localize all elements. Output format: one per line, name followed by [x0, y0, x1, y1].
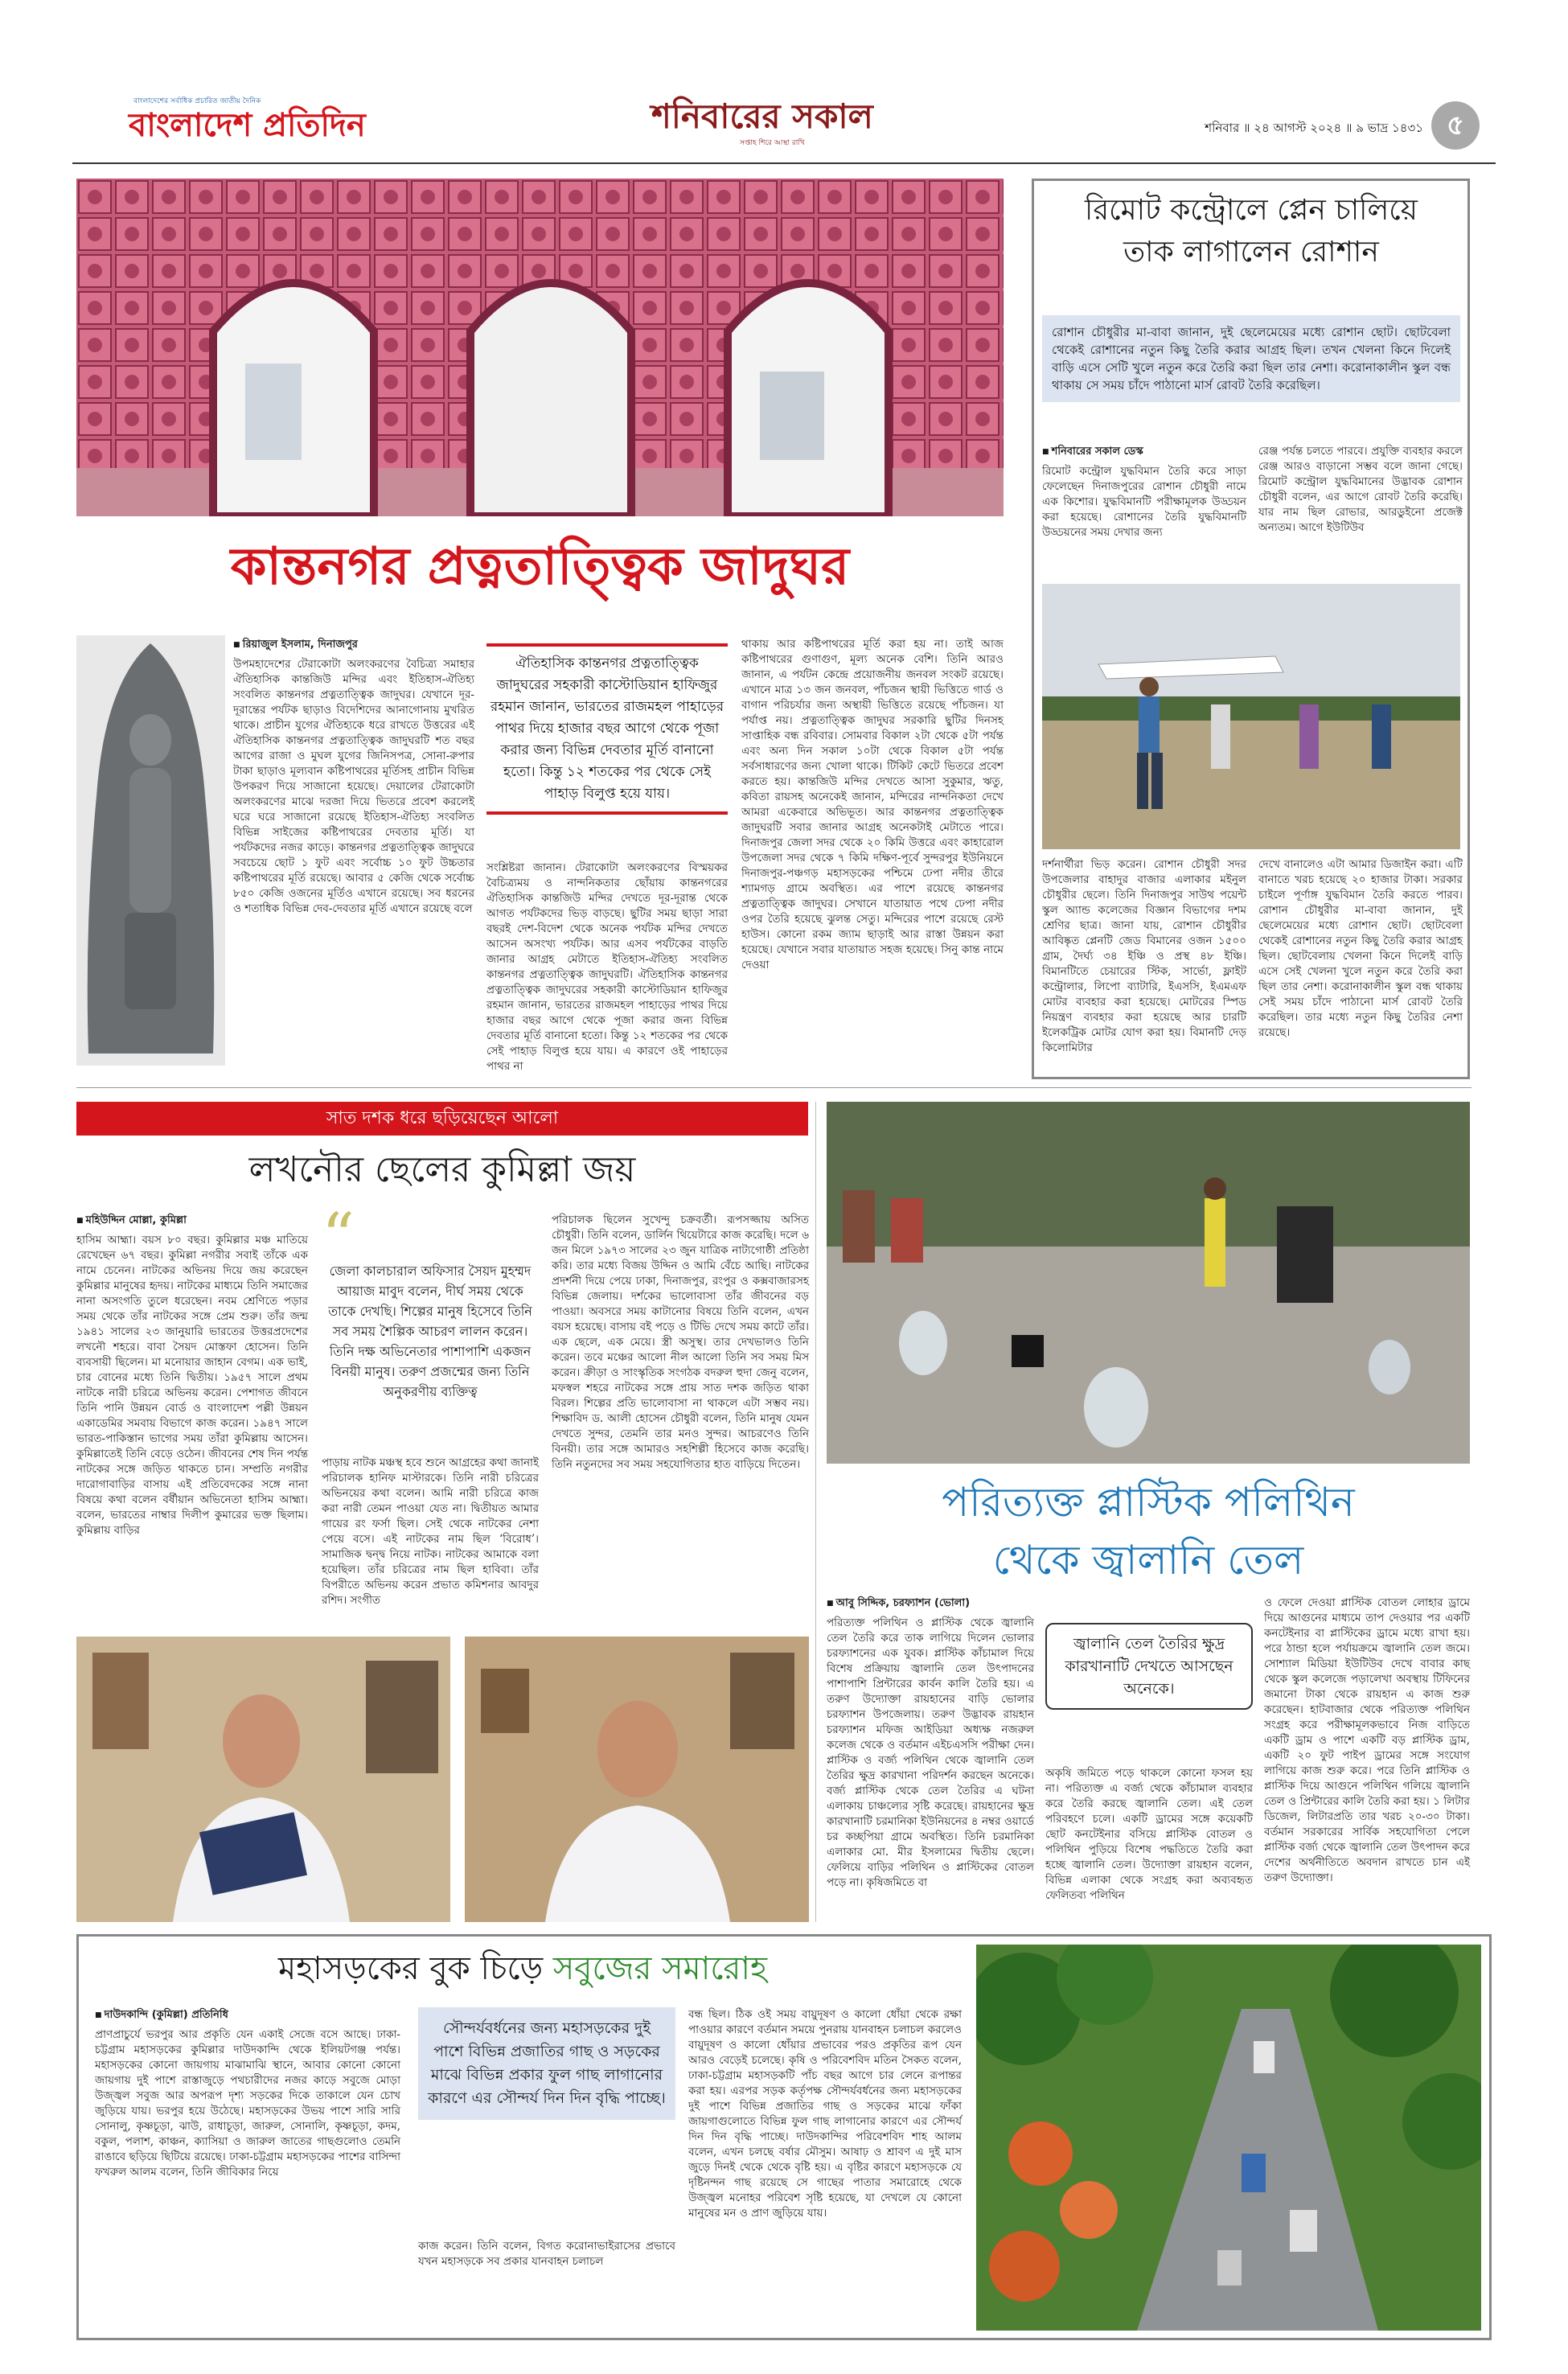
actor-reading-image — [76, 1637, 450, 1922]
plastic-col3 — [1264, 1596, 1470, 1886]
terracotta-wall-image — [76, 179, 1004, 516]
museum-col3 — [486, 860, 728, 1074]
highway-headline — [88, 1945, 957, 1993]
comilla-photo-1 — [76, 1637, 450, 1922]
page-number: ৫ — [1431, 101, 1480, 150]
masthead — [0, 0, 1568, 161]
quote-mark-icon: “ — [322, 1199, 355, 1274]
comilla-body-col3: পরিচালক ছিলেন সুখেন্দু চক্রবর্তী। রূপসজ্জায় অসিত চৌধুরী। তিনি বলেন, ডার্লিন থিয়েটারে কাজ করেছি। দলে ৬ জন মিলে ১৯৭৩ সালের ২৩ জুন যাত্রিক নাট্যগোষ্ঠী প্রতিষ্ঠা করি। তার মধ্যে বিজয় উদ্দিন ও আমি বেঁচে আছি। নাটকের প্রদর্শনী দিয়ে পেয়ে ঢাকা, দিনাজপুর, রংপুর ও কক্সবাজারসহ বিভিন্ন জেলায়। দর্শকের ভালোবাসা তাঁর জীবনের বড় পাওয়া। অবসরে সময় কাটানোর বিষয়ে তিনি বলেন, এখন বয়স হয়েছে। বাসায় বই পড়ে ও টিভি দেখে সময় কাটে তাঁর। এক ছেলে, এক মেয়ে। স্ত্রী অসুস্থ। তার দেখভালও তিনি করেন। তবে মঞ্চের আলো নীল আলো তিনি সব সময় মিস করেন। ক্রীড়া ও সাংস্কৃতিক সংগঠক বদরুল হুদা জেনু বলেন, মফস্বল শহরে নাটকের সঙ্গে প্রায় সাত দশক জড়িত থাকা বিরল। শিল্পের প্রতি ভালোবাসা না থাকলে এটা সম্ভব নয়। শিক্ষাবিদ ড. আলী হোসেন চৌধুরী বলেন, তিনি মানুষ যেমন দেখতে সুন্দর, তেমনি তার মনও সুন্দর। আচরণেও তিনি বিনয়ী। তার সঙ্গে আমারও সহশিল্পী হিসেবে কাজ করেছি। তিনি নতুনদের সব সময় সহযোগিতার হাত বাড়িয়ে দিতেন। — [552, 1214, 809, 1471]
plastic-body-col1: পরিত্যক্ত পলিথিন ও প্লাস্টিক থেকে জ্বালানি তেল তৈরি করে তাক লাগিয়ে দিলেন ভোলার চরফ্যাশনের এক যুবক। প্লাস্টিক কাঁচামাল দিয়ে বিশেষ প্রক্রিয়ায় জ্বালানি তেল উৎপাদনের পাশাপাশি প্রিন্টারের কার্বন কালি তৈরি হয়। এ তরুণ উদ্যোক্তা রায়হানের বাড়ি ভোলার চরফ্যাশন উপজেলায়। তরুণ উদ্ভাবক রায়হান চরফ্যাশন মফিজ আইডিয়া অধ্যক্ষ নজরুল কলেজ থেকে ও বর্তমান এইচএসসি পরীক্ষা দেন। প্লাস্টিক ও বর্জ্য পলিথিন থেকে জ্বালানি তেল তৈরির ক্ষুদ্র কারখানা পরিদর্শন করছেন অনেকে। বর্জ্য প্লাস্টিক থেকে তেল তৈরির এ ঘটনা এলাকায় চাঞ্চল্যের সৃষ্টি করেছে। রায়হানের ক্ষুদ্র কারখানাটি চরমানিকা ইউনিয়নের ৪ নম্বর ওয়ার্ডে চর কচ্ছপিয়া গ্রামে অবস্থিত। তিনি চরমানিকা এলাকার মো. মীর ইসলামের দ্বিতীয় ছেলে। ফেলিয়ে বাড়ির পলিথিন ও প্লাস্টিকের বোতল পড়ে না। কৃষিজমিতে বা — [827, 1616, 1034, 1889]
highway-body-col3: বন্ধ ছিল। ঠিক ওই সময় বায়ুদূষণ ও কালো ধোঁয়া থেকে রক্ষা পাওয়ার কারণে বর্তমান সময়ে পুনরায় যানবাহন চলাচল করলেও বায়ুদূষণ ও কালো ধোঁয়ার প্রভাবের পরও প্রকৃতির রূপ যেন আরও বেড়েই চলেছে। কৃষি ও পরিবেশবিদ মতিন সৈকত বলেন, ঢাকা-চট্টগ্রাম মহাসড়কটি পাঁচ বছর আগে চার লেনে রূপান্তর করা হয়। এরপর সড়ক কর্তৃপক্ষ সৌন্দর্যবর্ধনের জন্য মহাসড়কের দুই পাশে বিভিন্ন প্রজাতির গাছ ও সড়কের মাঝে ফাঁকা জায়গাগুলোতে বিভিন্ন ফুল গাছ লাগানোর কারণে এর সৌন্দর্য দিন দিন বৃদ্ধি পাচ্ছে। দাউদকান্দির পরিবেশবিদ শাহ আলম বলেন, এখন চলছে বর্ষার মৌসুম। আষাঢ় ও শ্রাবণ এ দুই মাস জুড়ে দিনই থেকে থেকে বৃষ্টি হয়। এ বৃষ্টির কারণে মহাসড়কে যে দৃষ্টিনন্দন গাছ রয়েছে সে গাছের পাতার সমারোহে থেকে উজ্জ্বল মনোহর পরিবেশ সৃষ্টি হয়েছে, যা দেখলে যে কোনো মানুষের মন ও প্রাণ জুড়িয়ে যায়। — [688, 2008, 962, 2220]
plastic-col1 — [827, 1596, 1034, 1891]
highway-byline: ■ দাউদকান্দি (কুমিল্লা) প্রতিনিধি — [95, 2007, 400, 2024]
museum-body-col1: উপমহাদেশের টেরাকোটা অলংকরণের বৈচিত্র্য সমাহার ঐতিহাসিক কান্তজিউ মন্দির এবং ইতিহাস-ঐতিহ্য সংবলিত কান্তনগর প্রত্নতাত্ত্বিক জাদুঘর। যেখানে দূর-দূরান্তের পর্যটক ছাড়াও বিদেশিদের আনাগোনায় মুখরিত থাকে। প্রাচীন যুগের ঐতিহ্যকে ধরে রাখতে উত্তরের এই ঐতিহাসিক কান্তনগর প্রত্নতাত্ত্বিক জাদুঘরটি শত বছর আগের রাজা ও মুঘল যুগের জিনিসপত্র, সোনা-রুপার টাকা ছাড়াও মূল্যবান কষ্টিপাথরের মূর্তিসহ প্রাচীন বিভিন্ন উপকরণ দিয়ে সাজানো হয়েছে। দেয়ালের টেরাকোটা অলংকরণের মাঝে দরজা দিয়ে ভিতরে প্রবেশ করলেই ঘরে ঘরে সাজানো রয়েছে ইতিহাস-ঐতিহ্য সংবলিত বিভিন্ন সাইজের কষ্টিপাথরের দেবতার মূর্তি। যা পর্যটকদের নজর কাড়ে। কান্তনগর প্রত্নতাত্ত্বিক জাদুঘরে সবচেয়ে ছোট ১ ফুট এবং সর্বোচ্চ ১০ ফুট উচ্চতার কষ্টিপাথরের মূর্তি রয়েছে। আবার ৫ কেজি থেকে সর্বোচ্চ ৮৫০ কেজি ওজনের মূর্তিও এখানে রয়েছে। সব ধরনের ও শতাধিক বিভিন্ন দেব-দেবতার মূর্তি এখানে রয়েছে বলে — [233, 658, 474, 915]
plastic-photo — [827, 1102, 1470, 1464]
rc-plane-image — [1042, 584, 1460, 849]
highway-col2 — [418, 2239, 675, 2269]
museum-byline: ■ রিয়াজুল ইসলাম, দিনাজপুর — [233, 637, 474, 654]
masthead-rule — [72, 162, 1496, 164]
comilla-byline: ■ মহিউদ্দিন মোল্লা, কুমিল্লা — [76, 1213, 308, 1230]
plastic-headline-line2: থেকে জ্বালানি তেল — [992, 1537, 1304, 1583]
plastic-pullquote-box — [1045, 1623, 1253, 1710]
stone-statue-image — [76, 635, 225, 1066]
supplement-tagline: সপ্তাহ শিরে আস্থা রাখি — [740, 139, 805, 147]
plane-intro-box — [1042, 315, 1460, 402]
museum-pullquote: ঐতিহাসিক কান্তনগর প্রত্নতাত্ত্বিক জাদুঘরের সহকারী কাস্টোডিয়ান হাফিজুর রহমান জানান, ভারতের রাজমহল পাহাড়ের পাথর দিয়ে হাজার বছর আগে থেকে পূজা করার জন্য বিভিন্ন দেবতার মূর্তি বানানো হতো। কিন্তু ১২ শতকের পর থেকে সেই পাহাড় বিলুপ্ত হয়ে যায়। — [490, 655, 724, 802]
comilla-col3 — [552, 1213, 809, 1472]
highway-photo — [976, 1945, 1481, 2331]
section-rule-1 — [76, 1087, 1472, 1088]
museum-body-col3: সংশ্লিষ্টরা জানান। টেরাকোটা অলংকরণের বিস্ময়কর বৈচিত্র্যময় ও নান্দনিকতার ছোঁয়ায় কান্তনগরের ঐতিহাসিক কান্তজিউ মন্দির দেখতে দূর-দূরান্ত থেকে আগত পর্যটকদের ভিড় বাড়ছে। ছুটির সময় ছাড়া সারা বছরই দেশ-বিদেশ থেকে অনেক পর্যটক মন্দির দেখতে আসেন অসংখ্য পর্যটক। আর এসব পর্যটকের বাড়তি জানার আগ্রহ মেটাতে ইতিহাস-ঐতিহ্য সংবলিত কান্তনগর প্রত্নতাত্ত্বিক জাদুঘরটি। ঐতিহাসিক কান্তনগর প্রত্নতাত্ত্বিক জাদুঘরের সহকারী কাস্টোডিয়ান হাফিজুর রহমান জানান, ভারতের রাজমহল পাহাড়ের পাথর দিয়ে হাজার বছর আগে থেকে পূজা করার জন্য বিভিন্ন দেবতার মূর্তি বানানো হতো। কিন্তু ১২ শতকের পর থেকে সেই পাহাড় বিলুপ্ত হয়ে যায়। এ কারণে ওই পাহাড়ের পাথর না — [486, 861, 728, 1073]
plane-col2 — [1258, 444, 1463, 536]
plane-body-col2: রেঞ্জ পর্যন্ত চলতে পারবে। প্রযুক্তি ব্যবহার করলে রেঞ্জ আরও বাড়ানো সম্ভব বলে জানা গেছে। রিমোট কন্ট্রোল যুদ্ধবিমানের উদ্ভাবক রোশান চৌধুরী বলেন, এর আগে রোবট তৈরি করেছি। যার নাম ছিল রোভার, আরডুইনো প্রজেক্ট অন্যতম। আগে ইউটিউব — [1258, 445, 1463, 534]
plastic-headline — [827, 1473, 1470, 1589]
comilla-headline: লখনৌর ছেলের কুমিল্লা জয় — [248, 1149, 636, 1190]
plastic-byline: ■ আবু সিদ্দিক, চরফ্যাশন (ভোলা) — [827, 1596, 1034, 1612]
museum-col4 — [741, 637, 1004, 973]
partner-tagline: বাংলাদেশের সর্বাধিক প্রচারিত জাতীয় দৈনিক — [133, 97, 261, 105]
comilla-kicker: সাত দশক ধরে ছড়িয়েছেন আলো — [76, 1102, 808, 1136]
highway-pullquote: সৌন্দর্যবর্ধনের জন্য মহাসড়কের দুই পাশে বিভিন্ন প্রজাতির গাছ ও সড়কের মাঝে বিভিন্ন প্রকার ফুল গাছ লাগানোর কারণে এর সৌন্দর্য দিন দিন বৃদ্ধি পাচ্ছে। — [428, 2019, 666, 2107]
page-date: শনিবার ॥ ২৪ আগস্ট ২০২৪ ॥ ৯ ভাদ্র ১৪৩১ — [1205, 121, 1423, 135]
plastic-col2 — [1045, 1766, 1253, 1904]
museum-body-col4: থাকায় আর কষ্টিপাথরের মূর্তি করা হয় না। তাই আজ কষ্টিপাথরের গুণাগুণ, মূল্য অনেক বেশি। তিনি আরও জানান, এ পর্যটন কেন্দ্রে প্রয়োজনীয় জনবল সংকট রয়েছে। এখানে মাত্র ১৩ জন জনবল, পাঁচজন স্থায়ী ভিত্তিতে গার্ড ও বাগান পরিচর্যার জন্য অস্থায়ী ভিত্তিতে রয়েছে পাঁচজন। যা পর্যাপ্ত নয়। প্রত্নতাত্ত্বিক জাদুঘর সরকারি ছুটির দিনসহ সাপ্তাহিক বন্ধ রবিবার। সোমবার বিকাল ২টা থেকে ৫টা পর্যন্ত এবং অন্য দিন সকাল ১০টা থেকে বিকাল ৫টা পর্যন্ত সর্বসাধারণের জন্য খোলা থাকে। টিকিট কেটে ভিতরে প্রবেশ করতে হয়। কান্তজিউ মন্দির দেখতে আসা সুকুমার, ঋতু, কবিতা রায়সহ অনেকেই জানান, মন্দিরের নান্দনিকতা দেখে আমরা একেবারে অভিভূত। আর কান্তনগর প্রত্নতাত্ত্বিক জাদুঘরটি সবার জানার আগ্রহ অনেকটাই মেটাতে পারে। দিনাজপুর জেলা সদর থেকে ২০ কিমি উত্তরে এবং কাহারোল উপজেলা সদর থেকে ৭ কিমি দক্ষিণ-পূর্বে সুন্দরপুর ইউনিয়নে দিনাজপুর-পঞ্চগড় মহাসড়কের পশ্চিমে ঢেপা নদীর তীরে শ্যামগড় গ্রামে অবস্থিত। এর পাশে রয়েছে কান্তনগর প্রত্নতাত্ত্বিক জাদুঘর। সেখানে যাতায়াত পথে ঢেপা নদীর ওপর তৈরি হয়েছে ঝুলন্ত সেতু। মন্দিরের পাশে রয়েছে রেস্ট হাউস। কোনো রকম জ্যাম ছাড়াই আর রাস্তা উন্নয়ন করা হয়েছে। যেখানে সবার যাতায়াত সহজ হয়েছে। সিনু কান্ত নামে দেওয়া — [741, 638, 1004, 971]
comilla-col2 — [322, 1456, 539, 1608]
partner-name: বাংলাদেশ প্রতিদিন — [129, 106, 366, 144]
supplement-logo — [651, 97, 941, 158]
plane-col1 — [1042, 444, 1246, 540]
plastic-headline-line1: পরিত্যক্ত প্লাস্টিক পলিথিন — [942, 1479, 1355, 1526]
plane-photo — [1042, 584, 1460, 849]
highway-col3 — [688, 2007, 962, 2221]
plane-body-lower-col1: দর্শনার্থীরা ভিড় করেন। রোশান চৌধুরী সদর উপজেলার বাহাদুর বাজার এলাকার মইনুল চৌধুরীর ছেলে। তিনি দিনাজপুর সাউথ পয়েন্ট স্কুল অ্যান্ড কলেজের বিজ্ঞান বিভাগের দশম শ্রেণির ছাত্র। জানা যায়, রোশান চৌধুরীর আবিষ্কৃত প্লেনটি জেড বিমানের ওজন ১৫০০ গ্রাম, দৈর্ঘ্য ৩৪ ইঞ্চি ও প্রস্থ ৪৮ ইঞ্চি। বিমানটিতে চেয়ারের স্টিক, সার্ভো, ফ্লাইট কন্ট্রোলার, লিপো ব্যাটারি, ইএসসি, ইএমএফ মোটর ব্যবহার করা হয়েছে। মোটরের স্পিড নিয়ন্ত্রণ ব্যবহার করা হয়েছে আর চারটি ইলেকট্রিক মোটর যোগ করা হয়। বিমানটি দেড় কিলোমিটার — [1042, 858, 1246, 1054]
plane-lower-col2 — [1258, 857, 1463, 1041]
highway-headline-part1: মহাসড়কের বুক চিড়ে — [277, 1950, 544, 1987]
plane-headline-line2: তাক লাগালেন রোশান — [1123, 236, 1379, 269]
plastic-body-col2: অকৃষি জমিতে পড়ে থাকলে কোনো ফসল হয় না। পরিত্যক্ত এ বর্জ্য থেকে কাঁচামাল ব্যবহার করে তৈরি করছে জ্বালানি তেল। এই তেল পরিবহণে চলে। একটি ড্রামের সঙ্গে কয়েকটি ছোট কনটেইনার বসিয়ে প্লাস্টিক বোতল ও পলিথিন পুড়িয়ে বিশেষ পদ্ধতিতে তৈরি করা হচ্ছে জ্বালানি তেল। উদ্যোক্তা রায়হান বলেন, বিভিন্ন এলাকা থেকে সংগ্রহ করা অব্যবহৃত ফেলিতব্য পলিথিন — [1045, 1767, 1253, 1902]
comilla-quote: জেলা কালচারাল অফিসার সৈয়দ মুহম্মদ আয়াজ মাবুদ বলেন, দীর্ঘ সময় থেকে তাকে দেখছি। শিল্পের মানুষ হিসেবে তিনি সব সময় শৈল্পিক আচরণ লালন করেন। তিনি দক্ষ অভিনেতার পাশাপাশি একজন বিনয়ী মানুষ। তরুণ প্রজন্মের জন্য তিনি অনুকরণীয় ব্যক্তিত্ব — [328, 1263, 532, 1399]
plane-byline: ■ শনিবারের সকাল ডেস্ক — [1042, 444, 1246, 461]
comilla-col1 — [76, 1213, 308, 1538]
plastic-body-col3: ও ফেলে দেওয়া প্লাস্টিক বোতল লোহার ড্রামে দিয়ে আগুনের মাধ্যমে তাপ দেওয়ার পর একটি কনটেইনার বা প্লাস্টিকের ড্রামে মধ্যে রাখা হয়। পরে ঠান্ডা হলে পর্যায়ক্রমে জ্বালানি তেল জমে। সোশ্যাল মিডিয়া ইউটিউব দেখে বাবার কাছ থেকে স্কুল কলেজে পড়ালেখা অবস্থায় টিফিনের জমানো টাকা থেকে রায়হান এ কাজ শুরু করেছেন। হাটবাজার থেকে পরিত্যক্ত পলিথিন সংগ্রহ করে পরীক্ষামূলকভাবে নিজ বাড়িতে একটি ড্রাম ও পাশে একটি বড় প্লাস্টিক ড্রাম, একটি ২০ ফুট পাইপ ড্রামের সঙ্গে সংযোগ লাগিয়ে কাজ শুরু করে। পরে তিনি প্লাস্টিক ও প্লাস্টিক দিয়ে আগুনে পলিথিন গলিয়ে জ্বালানি তেল ও প্রিন্টারের কালি তৈরি করা হয়। ১ লিটার ডিজেল, লিটারপ্রতি তার খরচ ২০-৩০ টাকা। বর্তমান সরকারের সার্বিক সহযোগিতা পেলে প্লাস্টিক বর্জ্য থেকে জ্বালানি তেল উৎপাদন করে দেশের অর্থনীতিতে অবদান রাখতে চান এই তরুণ উদ্যোক্তা। — [1264, 1596, 1470, 1884]
highway-headline-part2: সবুজের সমারোহ — [552, 1950, 768, 1987]
plane-headline — [1042, 190, 1460, 273]
plane-intro: রোশান চৌধুরীর মা-বাবা জানান, দুই ছেলেমেয়ের মধ্যে রোশান ছোট। ছোটবেলা থেকেই রোশানের নতুন কিছু তৈরি করার আগ্রহ ছিল। তখন খেলনা কিনে দিলেই বাড়ি এসে সেটি খুলে নতুন করে তৈরি করা ছিল তার নেশা। করোনাকালীন স্কুল বন্ধ থাকায় সে সময় চাঁদে পাঠানো মার্স রোবট তৈরি করেছিল। — [1052, 325, 1451, 392]
comilla-body-col2: পাড়ায় নাটক মঞ্চস্থ হবে শুনে আগ্রহের কথা জানাই পরিচালক হানিফ মাস্টারকে। তিনি নারী চরিত্রের অভিনয়ের কথা বলেন। আমি নারী চরিত্রে কাজ করা নারী তেমন পাওয়া যেত না। দ্বিতীয়ত আমার গায়ের রং ফর্সা ছিল। সেই থেকে নাটকের নেশা পেয়ে বসে। এই নাটকের নাম ছিল ‘বিরোধ’। সামাজিক দ্বন্দ্ব নিয়ে নাটক। নাটকের আমাকে বলা হয়েছিল। তাঁর চরিত্রের নাম ছিল হাবিবা। তাঁর বিপরীতে অভিনয় করেন প্রভাত কমিশনার আবদুর রশিদ। সংগীত — [322, 1456, 539, 1607]
highway-body-col1: প্রাণপ্রাচুর্যে ভরপুর আর প্রকৃতি যেন একাই সেজে বসে আছে। ঢাকা-চট্টগ্রাম মহাসড়কের কুমিল্লার দাউদকান্দি থেকে ইলিয়টগঞ্জ পর্যন্ত। মহাসড়কের কোনো জায়গায় মাঝামাঝি স্থানে, আবার কোনো কোনো জায়গায় দুই পাশে রাস্তাজুড়ে পথচারীদের নজর কাড়ে সবুজে মোড়া উজ্জ্বল সবুজ আর অপরূপ দৃশ্য সড়কের দিকে তাকালে যেন চোখ জুড়িয়ে যায়। ভরপুর হয়ে উঠেছে। মহাসড়কের উভয় পাশে সারি সারি সোনালু, কৃষ্ণচূড়া, ঝাউ, রাধাচূড়া, জারুল, সোনালি, কৃষ্ণচূড়া, কদম, বকুল, পলাশ, কাঞ্চন, ক্যাসিয়া ও জারুল জাতের গাছগুলোও তেমনি রাঙাবে ছড়িয়ে ছিটিয়ে রয়েছে। ঢাকা-চট্টগ্রাম মহাসড়কের পাশের বাসিন্দা ফখরুল আলম বলেন, তিনি জীবিকার নিয়ে — [95, 2028, 400, 2179]
plane-body-lower-col2: দেখে বানালেও এটা আমার ডিজাইন করা। এটি বানাতে খরচ হয়েছে ২০ হাজার টাকা। সরকার চাইলে পূর্ণাঙ্গ যুদ্ধবিমান তৈরি করতে পারব। রোশান চৌধুরীর মা-বাবা জানান, দুই ছেলেমেয়ের মধ্যে রোশান ছোট। ছোটবেলা থেকেই রোশানের নতুন কিছু তৈরি করার আগ্রহ ছিল। ছোটবেলায় খেলনা কিনে দিলেই বাড়ি এসে সেই খেলনা খুলে নতুন করে তৈরি করা ছিল তার নেশা। করোনাকালীন স্কুল বন্ধ থাকায় সেই সময় চাঁদে পাঠানো মার্স রোবট তৈরি করেছিল। তার মধ্যে নতুন কিছু তৈরির নেশা রয়েছে। — [1258, 858, 1463, 1039]
plane-headline-line1: রিমোট কন্ট্রোলে প্লেন চালিয়ে — [1085, 194, 1418, 227]
highway-body-col2: কাজ করেন। তিনি বলেন, বিগত করোনাভাইরাসের প্রভাবে যখন মহাসড়কে সব প্রকার যানবাহন চলাচল — [418, 2240, 675, 2268]
comilla-quote-box — [322, 1199, 539, 1402]
plastic-pullquote: জ্বালানি তেল তৈরির ক্ষুদ্র কারখানাটি দেখতে আসছেন অনেকে। — [1065, 1635, 1233, 1698]
comilla-photo-2 — [465, 1637, 809, 1922]
plane-body-col1: রিমোট কন্ট্রোল যুদ্ধবিমান তৈরি করে সাড়া ফেলেছেন দিনাজপুরের রোশান চৌধুরী নামে এক কিশোর। যুদ্ধবিমানটি পরীক্ষামূলক উড্ডয়ন করা হয়েছে। রোশানের তৈরি যুদ্ধবিমানটি উড্ডয়নের সময় দেখার জন্য — [1042, 465, 1246, 539]
highway-col1 — [95, 2007, 400, 2180]
supplement-name: শনিবারের সকাল — [651, 97, 873, 136]
museum-pullquote-box — [486, 643, 728, 815]
highway-pullquote-box — [418, 2007, 675, 2120]
comilla-body-col1: হাসিম আহ্মা। বয়স ৮০ বছর। কুমিল্লার মঞ্চ মাতিয়ে রেখেছেন ৬৭ বছর। কুমিল্লা নগরীর সবাই তাঁকে এক নামে চেনেন। নাটকের অভিনয় দিয়ে জয় করেছেন কুমিল্লার মানুষের হৃদয়। নাটকের মাধ্যমে তিনি সমাজের নানা অসংগতি তুলে ধরেছেন। নবম শ্রেণিতে পড়ার সময় থেকে তাঁর নাটকের সঙ্গে প্রেম শুরু। তাঁর জন্ম ১৯৪১ সালের ২৩ জানুয়ারি ভারতের উত্তরপ্রদেশের লখনৌ শহরে। বাবা সৈয়দ মোস্তফা হোসেন। তিনি ব্যবসায়ী ছিলেন। মা মনোয়ার জাহান বেগম। এক ভাই, চার বোনের মধ্যে তিনি দ্বিতীয়। ১৯৫৭ সালে প্রথম নাটকে নারী চরিত্রে অভিনয় করেন। পেশাগত জীবনে তিনি পানি উন্নয়ন বোর্ড ও বাংলাদেশ পল্লী উন্নয়ন একাডেমির সমবায় বিভাগে কাজ করেন। ১৯৪৭ সালে ভারত-পাকিস্তান ভাগের সময় তাঁরা কুমিল্লায় আসেন। কুমিল্লাতেই তিনি বেড়ে ওঠেন। জীবনের শেষ দিন পর্যন্ত নাটকের সঙ্গে জড়িত থাকতে চান। সম্প্রতি নগরীর দারোগাবাড়ির বাসায় এই প্রতিবেদকের সঙ্গে নানা বিষয়ে কথা বলেন বর্ষীয়ান অভিনেতা হাসিম আহ্মা। বলেন, ভারতের নাম্বার দিলীপ কুমারের ভক্ত ছিলাম। কুমিল্লায় বাড়ির — [76, 1234, 308, 1537]
museum-photo — [76, 179, 1004, 516]
museum-statue-photo — [76, 635, 225, 1066]
museum-headline: কান্তনগর প্রত্নতাত্ত্বিক জাদুঘর — [230, 536, 850, 597]
plastic-divider — [815, 1102, 816, 1922]
plastic-fuel-factory-image — [827, 1102, 1470, 1464]
museum-col1 — [233, 637, 474, 917]
actor-portrait-image — [465, 1637, 809, 1922]
partner-logo — [129, 95, 418, 151]
green-highway-image — [976, 1945, 1481, 2331]
plane-lower-col1 — [1042, 857, 1246, 1056]
